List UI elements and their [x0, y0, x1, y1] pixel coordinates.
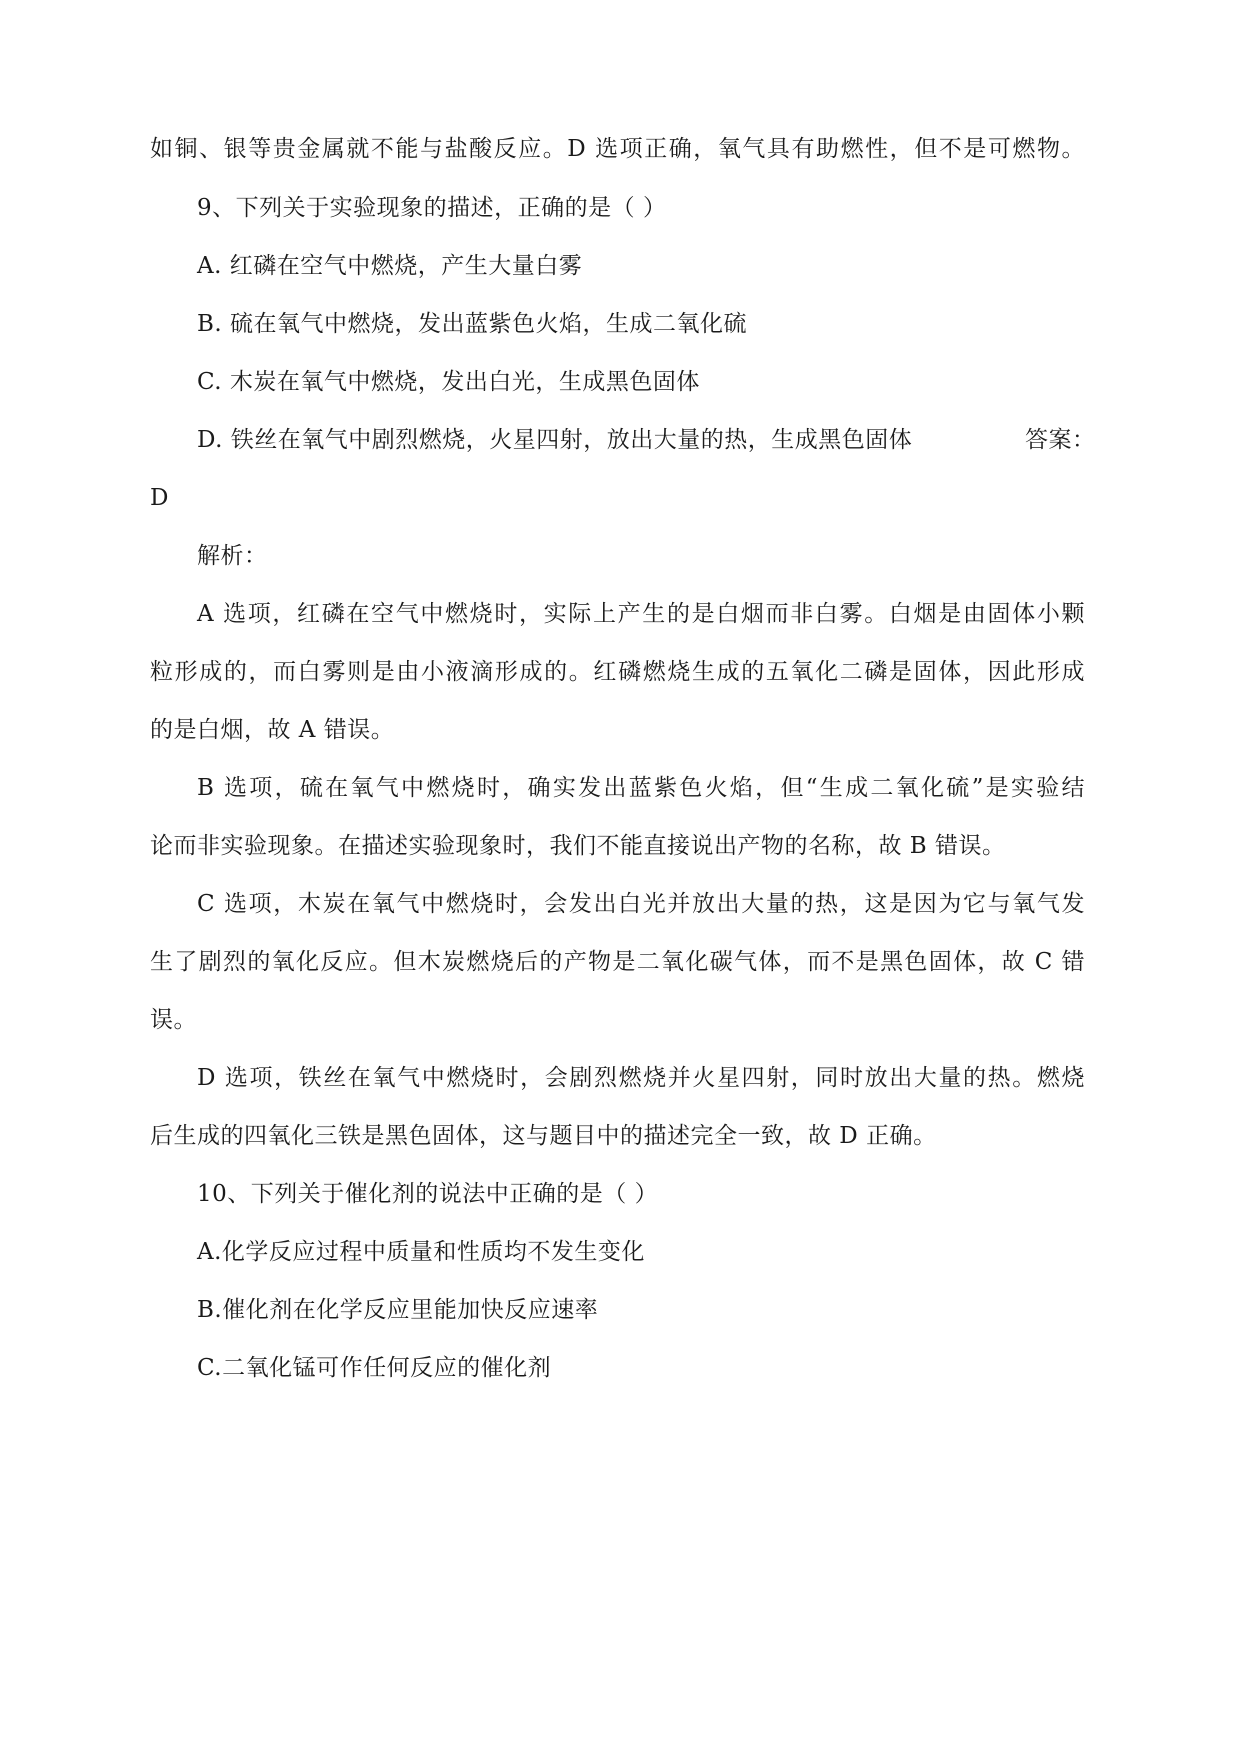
- question-9-option-d: D. 铁丝在氧气中剧烈燃烧，火星四射，放出大量的热，生成黑色固体: [197, 427, 913, 453]
- analysis-b-line: B 选项，硫在氧气中燃烧时，确实发出蓝紫色火焰，但“生成二氧化硫”是实验结: [197, 775, 1085, 801]
- analysis-d-line: 后生成的四氧化三铁是黑色固体，这与题目中的描述完全一致，故 D 正确。: [150, 1123, 937, 1149]
- analysis-c-line: C 选项，木炭在氧气中燃烧时，会发出白光并放出大量的热，这是因为它与氧气发: [197, 891, 1085, 917]
- question-10-option-a: A.化学反应过程中质量和性质均不发生变化: [197, 1239, 645, 1265]
- question-9-option-b: B. 硫在氧气中燃烧，发出蓝紫色火焰，生成二氧化硫: [197, 311, 748, 337]
- intro-line: 如铜、银等贵金属就不能与盐酸反应。D 选项正确，氧气具有助燃性，但不是可燃物。: [150, 136, 1085, 162]
- question-10-option-c: C.二氧化锰可作任何反应的催化剂: [197, 1355, 552, 1381]
- question-10-stem: 10、下列关于催化剂的说法中正确的是（ ）: [197, 1181, 659, 1207]
- question-9-answer-label: 答案：: [1025, 427, 1096, 453]
- question-9-option-c: C. 木炭在氧气中燃烧，发出白光，生成黑色固体: [197, 369, 700, 395]
- analysis-b-line: 论而非实验现象。在描述实验现象时，我们不能直接说出产物的名称，故 B 错误。: [150, 833, 1006, 859]
- analysis-a-line: 的是白烟，故 A 错误。: [150, 717, 395, 743]
- question-9-stem: 9、下列关于实验现象的描述，正确的是（ ）: [197, 195, 667, 221]
- analysis-a-line: A 选项，红磷在空气中燃烧时，实际上产生的是白烟而非白雾。白烟是由固体小颗: [197, 601, 1085, 627]
- question-9-answer-value: D: [150, 485, 169, 511]
- analysis-a-line: 粒形成的，而白雾则是由小液滴形成的。红磷燃烧生成的五氧化二磷是固体，因此形成: [150, 659, 1085, 685]
- analysis-d-line: D 选项，铁丝在氧气中燃烧时，会剧烈燃烧并火星四射，同时放出大量的热。燃烧: [197, 1065, 1085, 1091]
- question-10-option-b: B.催化剂在化学反应里能加快反应速率: [197, 1297, 599, 1323]
- question-9-analysis-title: 解析：: [197, 543, 268, 569]
- analysis-c-line: 生了剧烈的氧化反应。但木炭燃烧后的产物是二氧化碳气体，而不是黑色固体，故 C 错: [150, 949, 1085, 975]
- analysis-c-line: 误。: [150, 1007, 197, 1033]
- question-9-option-a: A. 红磷在空气中燃烧，产生大量白雾: [197, 253, 583, 279]
